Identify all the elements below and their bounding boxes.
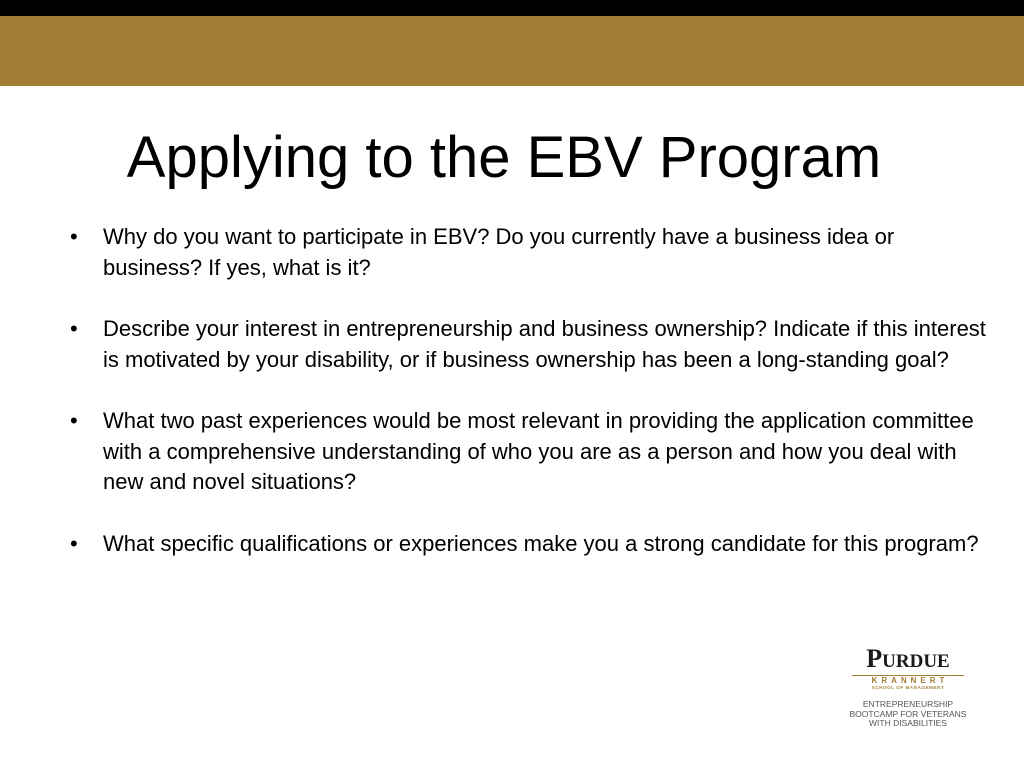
bullet-item (70, 222, 990, 283)
logo-wordmark (840, 646, 976, 675)
bullet-text: What specific qualifications or experiences make you a strong candidate for this program? (103, 530, 979, 556)
slide-title: Applying to the EBV Program (126, 125, 882, 190)
logo-program-line: WITH DISABILITIES (869, 718, 947, 728)
logo-school-name: KRANNERT (871, 676, 949, 685)
logo-wordmark-initial: P (866, 644, 883, 673)
bullet-dot-icon: • (70, 316, 78, 341)
bullet-text: Why do you want to participate in EBV? Do you currently have a business idea or business? If yes, what is it? (103, 224, 895, 280)
bullet-dot-icon: • (70, 530, 78, 556)
bullet-dot-icon: • (70, 224, 78, 249)
bullet-list (70, 222, 990, 590)
logo-program-line: BOOTCAMP FOR VETERANS (849, 708, 967, 719)
logo-wordmark-rest: URDUE (882, 651, 950, 672)
bullet-text: What two past experiences would be most relevant in providing the application committee with a comprehensive understanding of who you are as a person and how you deal with new and novel situations? (103, 408, 974, 494)
bullet-item (70, 314, 990, 375)
bullet-text: Describe your interest in entrepreneurship and business ownership? Indicate if this interest is motivated by your disability, or if business ownership has been a long-standing goal? (103, 316, 986, 372)
top-black-bar (0, 0, 1024, 16)
logo-program-name (840, 700, 976, 729)
logo-school-subtitle: SCHOOL OF MANAGEMENT (871, 685, 945, 690)
bullet-dot-icon: • (70, 408, 78, 433)
bullet-item (70, 529, 990, 560)
purdue-krannert-logo (840, 646, 976, 730)
bullet-item (70, 406, 990, 498)
top-gold-band (0, 16, 1024, 86)
logo-program-line: ENTREPRENEURSHIP (862, 699, 954, 709)
